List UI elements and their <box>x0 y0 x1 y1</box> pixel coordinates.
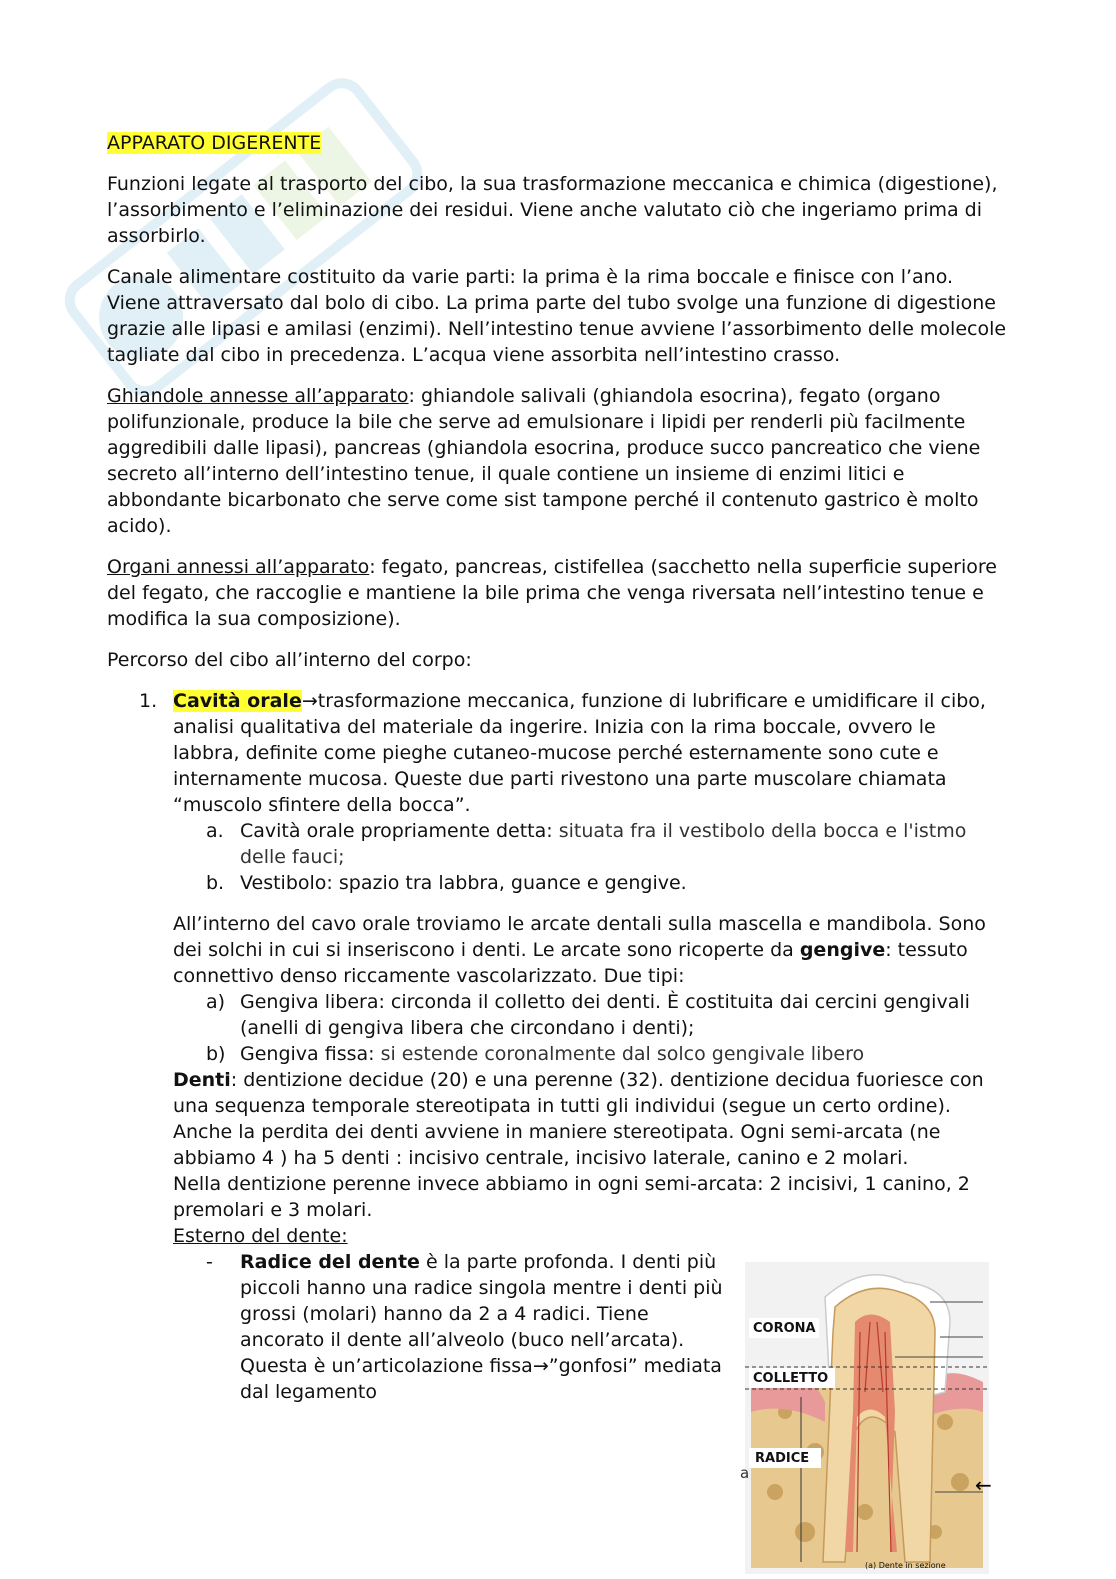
sub-item-lead: Gengiva libera: circonda il colletto dei denti. È costituita dai cercini gengivali (anelli di gengiva libera che circondano i denti); <box>240 991 970 1039</box>
cavita-orale-text: trasformazione meccanica, funzione di lubrificare e umidificare il cibo, analisi qualitativa del materiale da ingerire. Inizia con la rima boccale, ovvero le labbra, definite come pieghe cutaneo-mucose perché esternamente sono cute e internamente mucosa. Queste due parti rivestono una parte muscolare chiamata “muscolo sfintere della bocca”. <box>173 690 986 816</box>
sub-item-lead: Cavità orale propriamente detta: <box>240 820 559 842</box>
canale-paragraph: Canale alimentare costituito da varie parti: la prima è la rima boccale e finisce con l’ano. Viene attraversato dal bolo di cibo. La prima parte del tubo svolge una funzione di digestione grazie alle lipasi e amilasi (enzimi). Nell’intestino tenue avviene l’assorbimento delle molecole tagliate dal cibo in precedenza. L’acqua viene assorbita nell’intestino crasso. <box>107 266 1007 366</box>
arrow-icon: → <box>301 690 318 712</box>
label-radice: RADICE <box>755 1451 810 1466</box>
esterno-heading: Esterno del dente: <box>173 1225 348 1247</box>
label-corona: CORONA <box>753 1321 816 1336</box>
organi-text: : fegato, pancreas, cistifellea (sacchetto nella superficie superiore del fegato, che raccoglie e mantiene la bile prima che venga riversata nell’intestino tenue e modifica la sua composizione). <box>107 556 997 630</box>
gengive-text: : tessuto connettivo denso riccamente vascolarizzato. Due tipi: <box>173 939 968 987</box>
gengiva-item-a <box>107 989 1007 1041</box>
cavo-orale-block <box>107 911 1007 989</box>
sub-item-rest: si estende coronalmente dal solco gengivale libero <box>380 1043 865 1065</box>
figure-caption: (a) Dente in sezione <box>865 1561 946 1570</box>
radice-text: è la parte profonda. I denti più piccoli hanno una radice singola mentre i denti più grossi (molari) hanno da 2 a 4 radici. Tiene ancorato il dente all’alveolo (buco nell’arcata). Questa è un’articolazione fissa <box>240 1251 723 1377</box>
sub-item-rest: situata fra il vestibolo della bocca e l'istmo delle fauci; <box>240 820 967 868</box>
radice-item <box>107 1249 730 1405</box>
organi-label: Organi annessi all’apparato <box>107 556 370 578</box>
gengiva-item-b <box>107 1041 1007 1067</box>
ghiandole-text: : ghiandole salivali (ghiandola esocrina), fegato (organo polifunzionale, produce la bile che serve ad emulsionare i lipidi per renderli più facilmente aggredibili dalle lipasi), pancreas (ghiandola esocrina, produce succo pancreatico che viene secreto all’interno dell’intestino tenue, il quale contiene un insieme di enzimi litici e abbondante bicarbonato che serve come sist tampone perché il contenuto gastrico è molto acido). <box>107 385 981 537</box>
sub-item-lead: Gengiva fissa: <box>240 1043 381 1065</box>
list-number: 1. <box>139 690 158 712</box>
tooth-section-figure <box>745 1262 989 1574</box>
cavita-orale-title: Cavità orale <box>173 690 302 712</box>
sub-item-a <box>107 818 1007 870</box>
document-page <box>107 130 1007 1405</box>
denti-text: : dentizione decidue (20) e una perenne (32). dentizione decidua fuoriesce con una sequenza temporale stereotipata in tutti gli individui (segue un certo ordine). Anche la perdita dei denti avviene in maniere stereotipata. Ogni semi-arcata (ne abbiamo 4 ) ha 5 denti : incisivo centrale, incisivo laterale, canino e 2 molari. <box>173 1069 984 1169</box>
sub-item-label: b) <box>206 1043 226 1065</box>
ghiandole-label: Ghiandole annesse all’apparato <box>107 385 409 407</box>
dash-bullet: - <box>206 1251 213 1273</box>
denti-label: Denti <box>173 1069 231 1091</box>
intro-paragraph: Funzioni legate al trasporto del cibo, la sua trasformazione meccanica e chimica (digestione), l’assorbimento e l’eliminazione dei residui. Viene anche valutato ciò che ingeriamo prima di assorbirlo. <box>107 173 998 247</box>
arrow-left-icon: ← <box>975 1473 992 1497</box>
sub-item-label: b. <box>206 872 225 894</box>
percorso-paragraph: Percorso del cibo all’interno del corpo: <box>107 649 472 671</box>
sub-item-b <box>107 870 1007 896</box>
label-colletto: COLLETTO <box>753 1371 829 1386</box>
radice-text-2: ”gonfosi” mediata dal legamento <box>240 1355 722 1403</box>
sub-item-label: a) <box>206 991 226 1013</box>
gengive-label: gengive <box>799 939 886 961</box>
stray-letter: a <box>740 1464 750 1482</box>
page-title: APPARATO DIGERENTE <box>107 132 322 154</box>
denti-perenne-text: Nella dentizione perenne invece abbiamo in ogni semi-arcata: 2 incisivi, 1 canino, 2 premolari e 3 molari. <box>173 1173 970 1221</box>
sub-item-lead: Vestibolo: spazio tra labbra, guance e gengive. <box>240 872 687 894</box>
radice-label: Radice del dente <box>240 1251 420 1273</box>
sub-item-label: a. <box>206 820 224 842</box>
cavo-text: All’interno del cavo orale troviamo le arcate dentali sulla mascella e mandibola. Sono dei solchi in cui si inseriscono i denti. Le arcate sono ricoperte da <box>173 913 986 961</box>
organi-paragraph <box>107 554 1007 632</box>
ghiandole-paragraph <box>107 383 1007 539</box>
arrow-icon: → <box>532 1355 549 1377</box>
denti-block <box>107 1067 1007 1249</box>
list-item-cavita-orale <box>107 688 1007 818</box>
